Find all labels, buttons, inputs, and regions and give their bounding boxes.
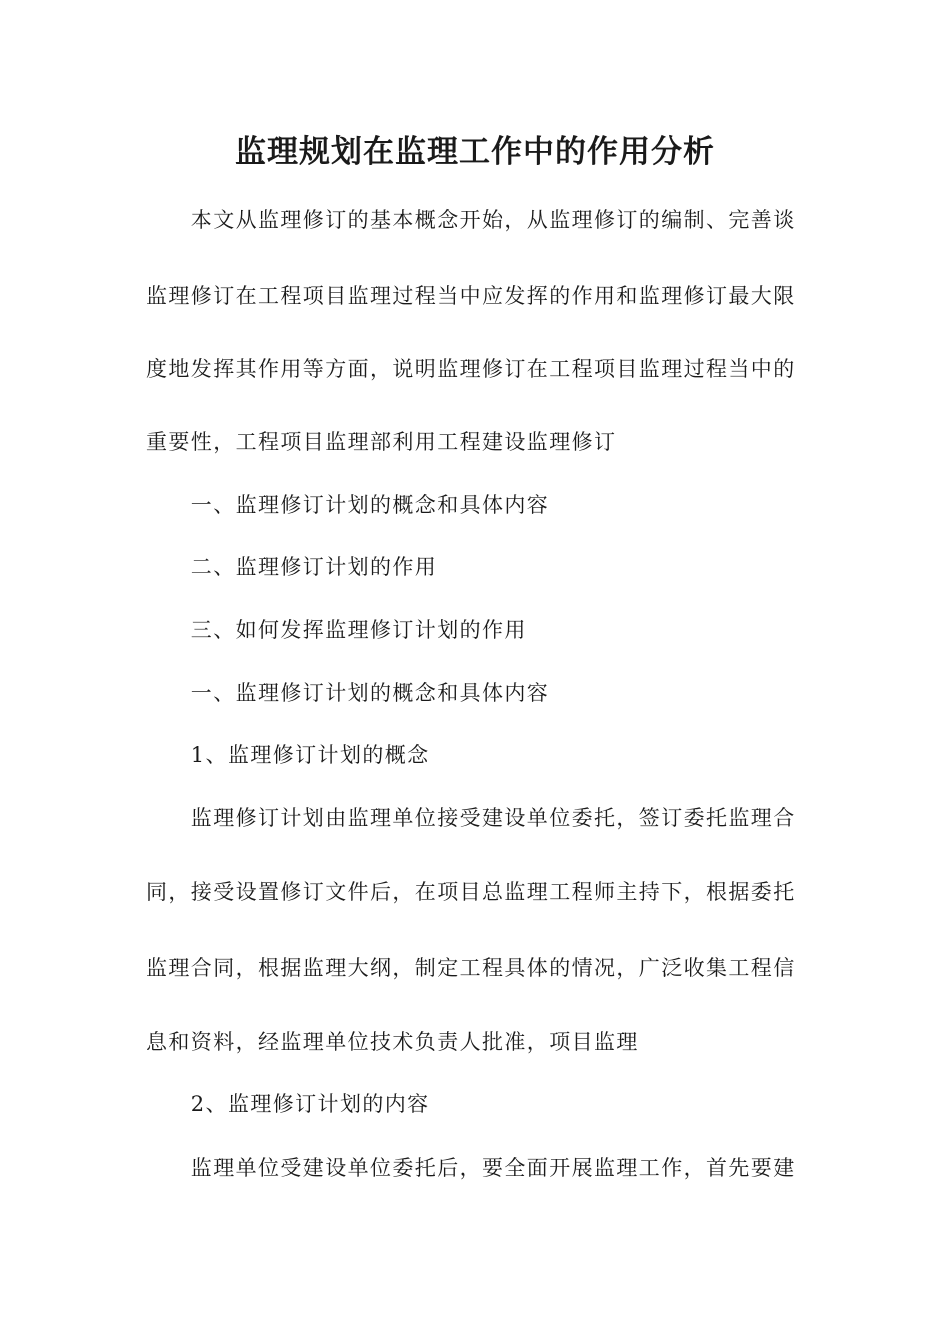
- paragraph-line: 重要性，工程项目监理部利用工程建设监理修订: [146, 430, 617, 454]
- paragraph-line: 监理单位受建设单位委托后，要全面开展监理工作，首先要建: [146, 1156, 796, 1180]
- paragraph-line: 监理合同，根据监理大纲，制定工程具体的情况，广泛收集工程信: [146, 956, 796, 980]
- outline-item: 二、监理修订计划的作用: [146, 555, 438, 579]
- document-title: 监理规划在监理工作中的作用分析: [235, 134, 715, 170]
- subsection-heading: 2、监理修订计划的内容: [146, 1092, 430, 1116]
- outline-item: 一、监理修订计划的概念和具体内容: [146, 493, 550, 517]
- section-heading: 一、监理修订计划的概念和具体内容: [146, 681, 550, 705]
- paragraph-line: 监理修订计划由监理单位接受建设单位委托，签订委托监理合: [146, 806, 796, 830]
- paragraph-line: 本文从监理修订的基本概念开始，从监理修订的编制、完善谈: [146, 208, 796, 232]
- subsection-heading: 1、监理修订计划的概念: [146, 743, 430, 767]
- paragraph-line: 息和资料，经监理单位技术负责人批准，项目监理: [146, 1030, 639, 1054]
- outline-item: 三、如何发挥监理修订计划的作用: [146, 618, 527, 642]
- paragraph-line: 监理修订在工程项目监理过程当中应发挥的作用和监理修订最大限: [146, 284, 796, 308]
- paragraph-line: 度地发挥其作用等方面，说明监理修订在工程项目监理过程当中的: [146, 357, 796, 381]
- paragraph-line: 同，接受设置修订文件后，在项目总监理工程师主持下，根据委托: [146, 880, 796, 904]
